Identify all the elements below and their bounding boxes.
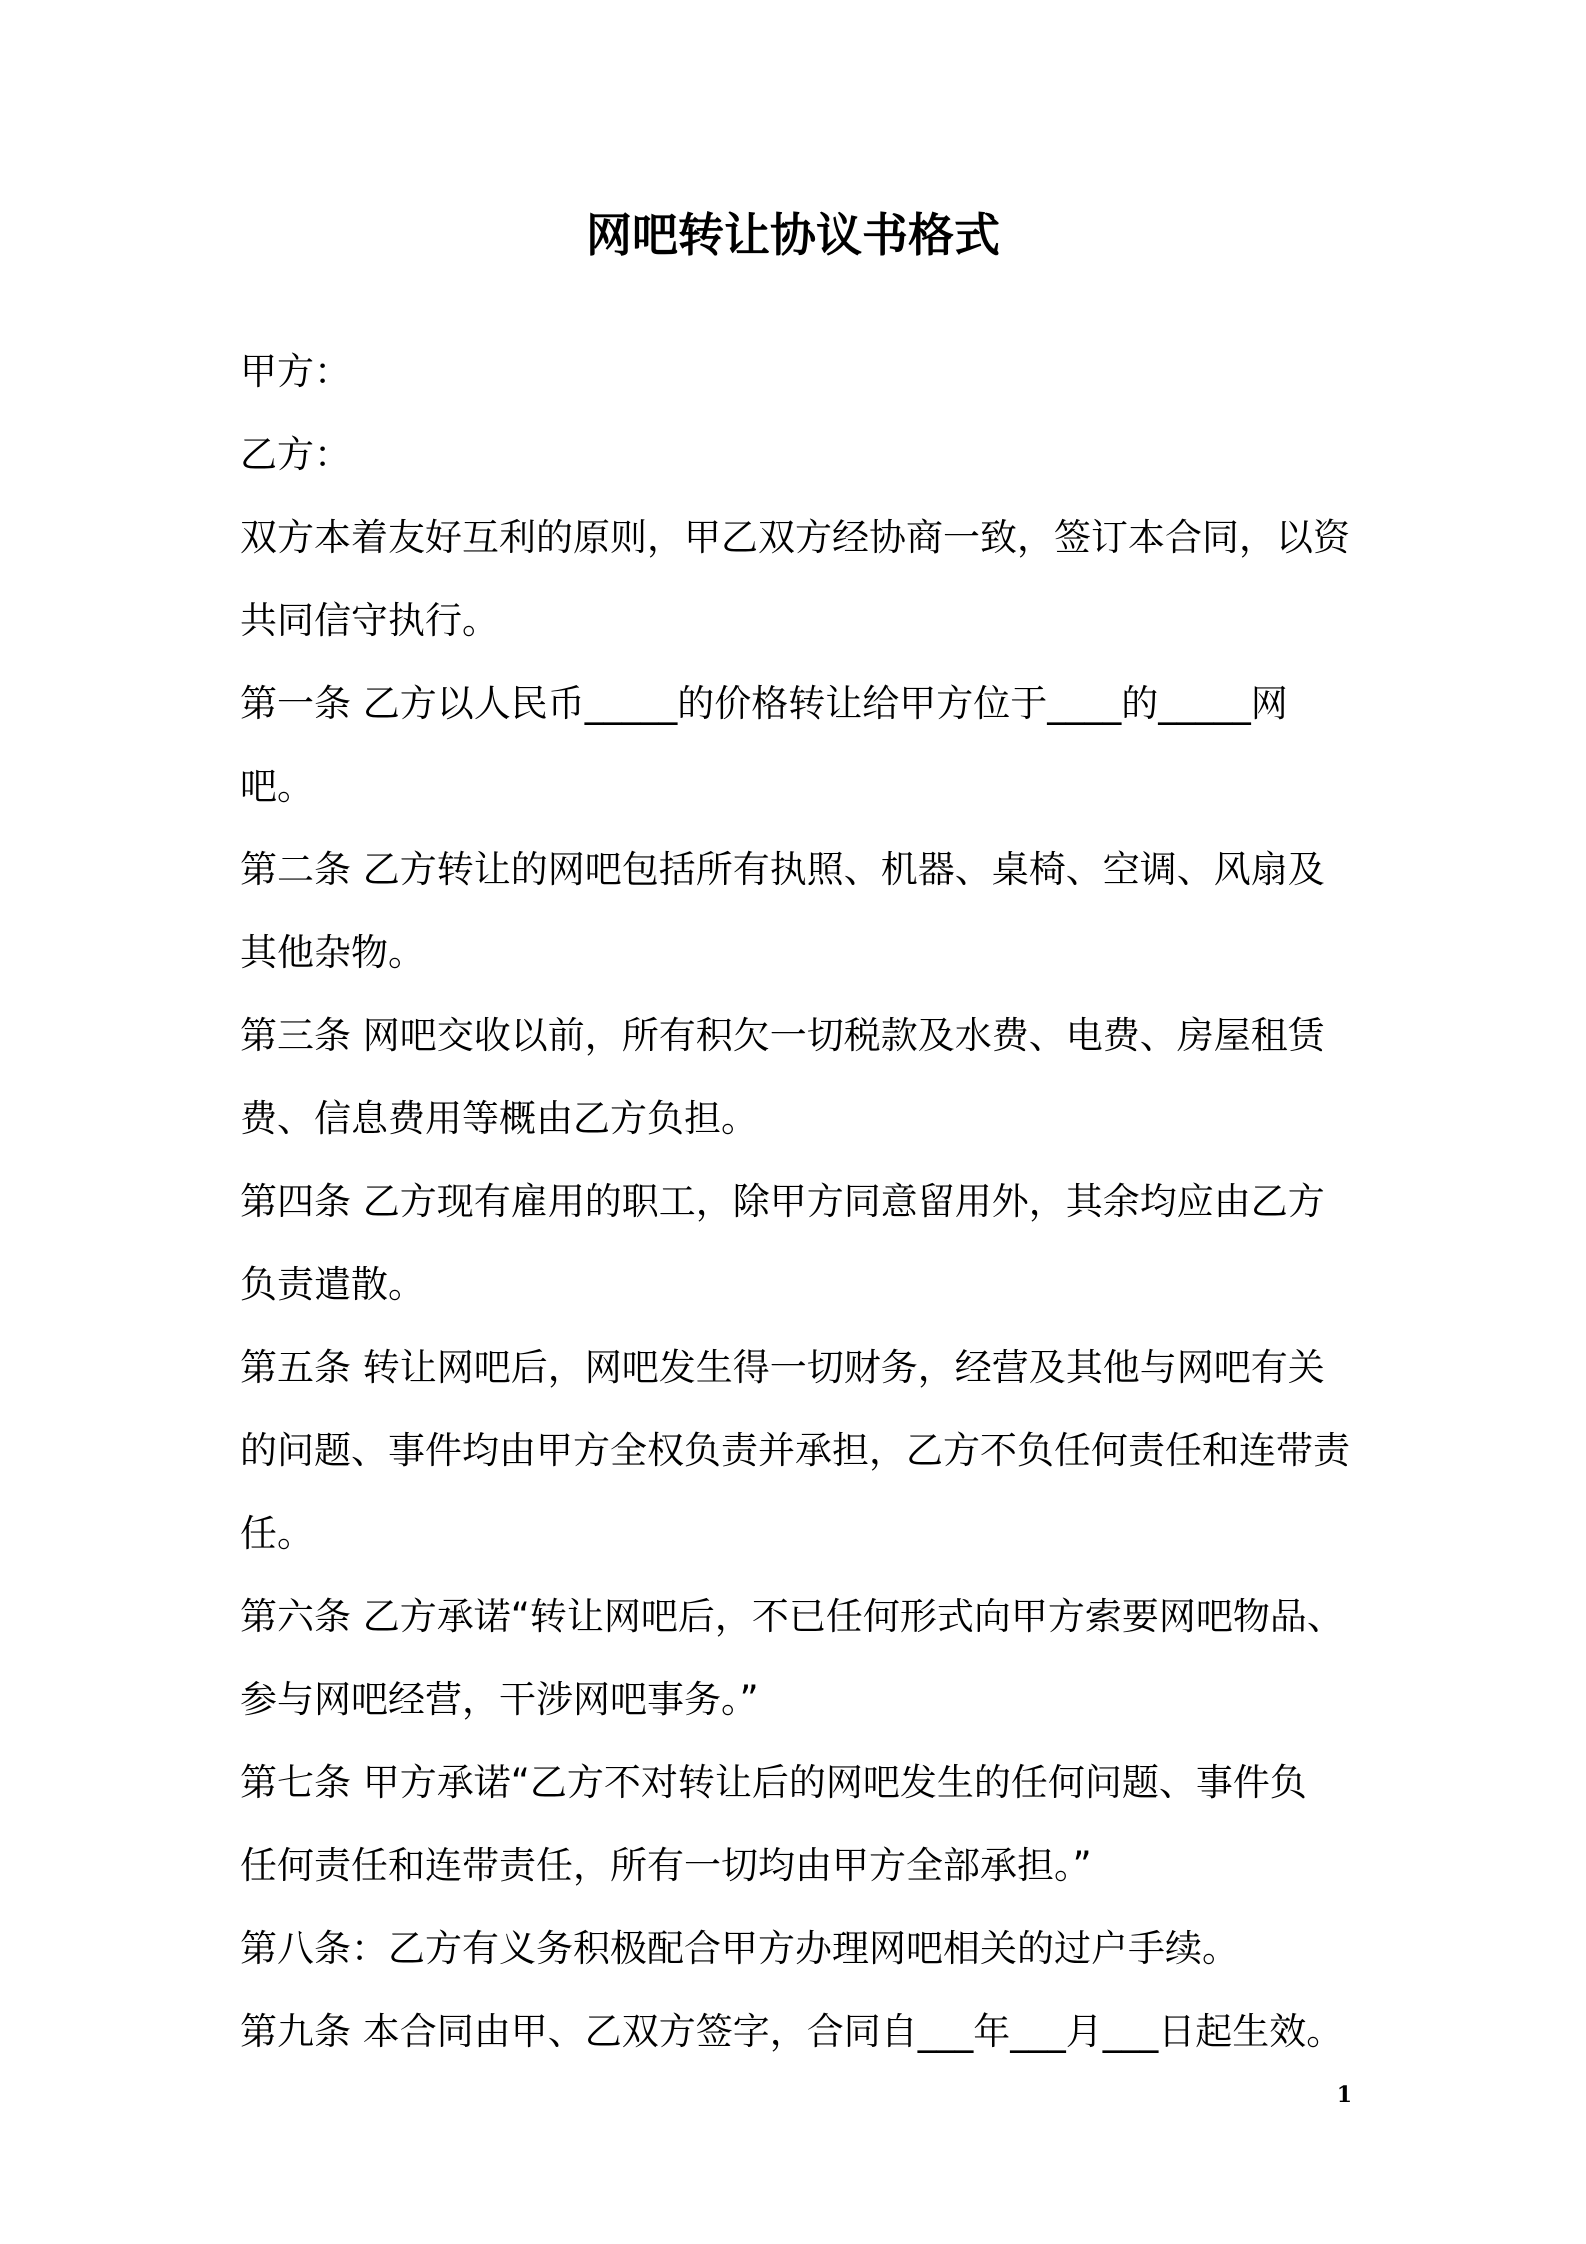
article-5-line-3: 任。 — [240, 1512, 314, 1555]
article-2-line-1: 第二条 乙方转让的网吧包括所有执照、机器、桌椅、空调、风扇及 — [240, 848, 1325, 891]
article-3-line-1: 第三条 网吧交收以前，所有积欠一切税款及水费、电费、房屋租赁 — [240, 1014, 1325, 1057]
article-5-line-2: 的问题、事件均由甲方全权负责并承担，乙方不负任何责任和连带责 — [240, 1429, 1350, 1472]
party-a-line: 甲方： — [240, 350, 351, 393]
article-4-line-1: 第四条 乙方现有雇用的职工，除甲方同意留用外，其余均应由乙方 — [240, 1180, 1325, 1223]
article-7-line-1: 第七条 甲方承诺“乙方不对转让后的网吧发生的任何问题、事件负 — [240, 1761, 1307, 1804]
article-6-line-2: 参与网吧经营，干涉网吧事务。” — [240, 1678, 759, 1721]
article-8-line: 第八条：乙方有义务积极配合甲方办理网吧相关的过户手续。 — [240, 1927, 1239, 1970]
article-4-line-2: 负责遣散。 — [240, 1263, 425, 1306]
preamble-line-2: 共同信守执行。 — [240, 599, 499, 642]
article-3-line-2: 费、信息费用等概由乙方负担。 — [240, 1097, 758, 1140]
article-2-line-2: 其他杂物。 — [240, 931, 425, 974]
article-1-line-1: 第一条 乙方以人民币_____的价格转让给甲方位于____的_____网 — [240, 682, 1288, 725]
article-7-line-2: 任何责任和连带责任，所有一切均由甲方全部承担。” — [240, 1844, 1092, 1887]
article-1-line-2: 吧。 — [240, 765, 314, 808]
document-body — [240, 330, 1360, 2073]
article-9-line: 第九条 本合同由甲、乙双方签字，合同自___年___月___日起生效。 — [240, 2010, 1344, 2053]
document-title: 网吧转让协议书格式 — [586, 208, 1000, 262]
page-number: 1 — [1336, 2082, 1352, 2108]
preamble-line-1: 双方本着友好互利的原则，甲乙双方经协商一致，签订本合同，以资 — [240, 516, 1350, 559]
article-5-line-1: 第五条 转让网吧后，网吧发生得一切财务，经营及其他与网吧有关 — [240, 1346, 1325, 1389]
party-b-line: 乙方： — [240, 433, 351, 476]
article-6-line-1: 第六条 乙方承诺“转让网吧后，不已任何形式向甲方索要网吧物品、 — [240, 1595, 1344, 1638]
